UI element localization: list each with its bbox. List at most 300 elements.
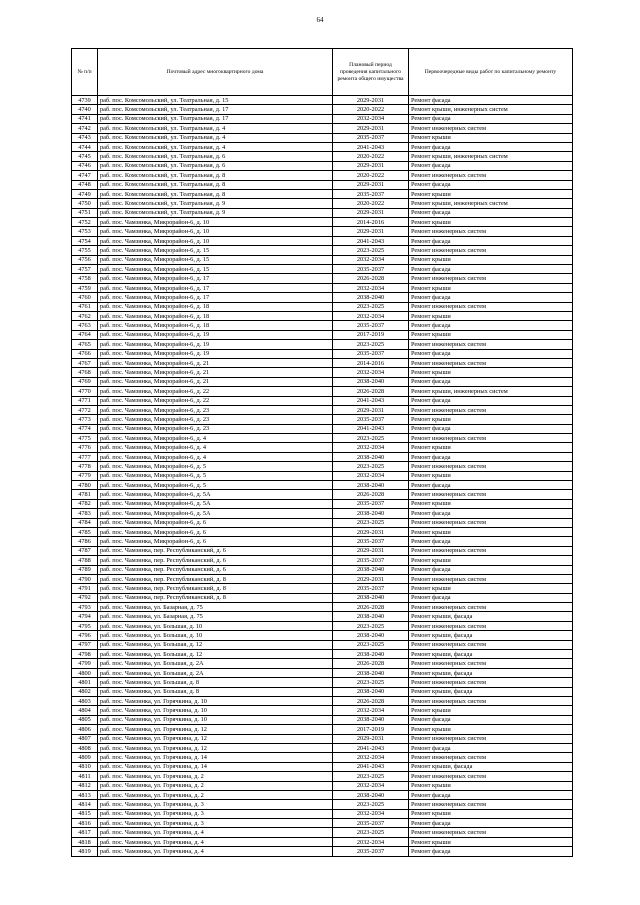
table-row <box>72 152 573 161</box>
address-cell: раб. пос. Чамзинка, Микрорайон-6, д. 6 <box>98 527 333 536</box>
row-number: 4807 <box>72 734 98 743</box>
address-cell: раб. пос. Чамзинка, Микрорайон-6, д. 4 <box>98 452 333 461</box>
table-row <box>72 274 573 283</box>
address-cell: раб. пос. Чамзинка, пер. Республиканский, д. 8 <box>98 584 333 593</box>
period-cell: 2032-2034 <box>333 753 409 762</box>
period-cell: 2035-2037 <box>333 819 409 828</box>
works-cell: Ремонт инженерных систем <box>409 574 573 583</box>
works-cell: Ремонт фасада <box>409 847 573 856</box>
column-header-works: Первоочередные виды работ по капитальному ремонту <box>409 49 573 96</box>
works-cell: Ремонт крыши <box>409 443 573 452</box>
row-number: 4810 <box>72 762 98 771</box>
table-row <box>72 527 573 536</box>
works-cell: Ремонт крыши, фасада <box>409 687 573 696</box>
works-cell: Ремонт фасада <box>409 509 573 518</box>
address-cell: раб. пос. Чамзинка, ул. Горячкина, д. 10 <box>98 697 333 706</box>
works-cell: Ремонт инженерных систем <box>409 462 573 471</box>
address-cell: раб. пос. Чамзинка, Микрорайон-6, д. 6 <box>98 518 333 527</box>
column-header-number: № п/п <box>72 49 98 96</box>
period-cell: 2041-2043 <box>333 396 409 405</box>
period-cell: 2038-2040 <box>333 481 409 490</box>
address-cell: раб. пос. Чамзинка, ул. Большая, д. 10 <box>98 621 333 630</box>
address-cell: раб. пос. Комсомольский, ул. Театральная, д. 6 <box>98 152 333 161</box>
row-number: 4801 <box>72 678 98 687</box>
address-cell: раб. пос. Чамзинка, Микрорайон-6, д. 15 <box>98 246 333 255</box>
address-cell: раб. пос. Чамзинка, Микрорайон-6, д. 22 <box>98 387 333 396</box>
row-number: 4754 <box>72 236 98 245</box>
address-cell: раб. пос. Чамзинка, ул. Базарная, д. 75 <box>98 612 333 621</box>
address-cell: раб. пос. Чамзинка, ул. Горячкина, д. 4 <box>98 847 333 856</box>
works-cell: Ремонт фасада <box>409 142 573 151</box>
address-cell: раб. пос. Чамзинка, Микрорайон-6, д. 10 <box>98 218 333 227</box>
address-cell: раб. пос. Чамзинка, ул. Большая, д. 8 <box>98 678 333 687</box>
table-row <box>72 772 573 781</box>
works-cell: Ремонт крыши <box>409 330 573 339</box>
row-number: 4808 <box>72 743 98 752</box>
address-cell: раб. пос. Чамзинка, ул. Горячкина, д. 12 <box>98 734 333 743</box>
row-number: 4786 <box>72 537 98 546</box>
table-row <box>72 368 573 377</box>
table-row <box>72 349 573 358</box>
row-number: 4768 <box>72 368 98 377</box>
table-row <box>72 180 573 189</box>
address-cell: раб. пос. Чамзинка, Микрорайон-6, д. 17 <box>98 283 333 292</box>
period-cell: 2035-2037 <box>333 847 409 856</box>
address-cell: раб. пос. Чамзинка, ул. Большая, д. 10 <box>98 631 333 640</box>
row-number: 4803 <box>72 697 98 706</box>
table-row <box>72 725 573 734</box>
works-cell: Ремонт фасада <box>409 114 573 123</box>
row-number: 4752 <box>72 218 98 227</box>
row-number: 4740 <box>72 105 98 114</box>
works-cell: Ремонт фасада <box>409 349 573 358</box>
works-cell: Ремонт фасада <box>409 396 573 405</box>
address-cell: раб. пос. Чамзинка, ул. Горячкина, д. 10 <box>98 715 333 724</box>
table-row <box>72 443 573 452</box>
row-number: 4775 <box>72 434 98 443</box>
works-cell: Ремонт фасада <box>409 161 573 170</box>
period-cell: 2035-2037 <box>333 321 409 330</box>
row-number: 4790 <box>72 574 98 583</box>
row-number: 4794 <box>72 612 98 621</box>
table-row <box>72 687 573 696</box>
period-cell: 2017-2019 <box>333 330 409 339</box>
period-cell: 2029-2031 <box>333 180 409 189</box>
row-number: 4770 <box>72 387 98 396</box>
row-number: 4814 <box>72 800 98 809</box>
row-number: 4774 <box>72 424 98 433</box>
table-row <box>72 668 573 677</box>
address-cell: раб. пос. Чамзинка, ул. Горячкина, д. 14 <box>98 753 333 762</box>
address-cell: раб. пос. Комсомольский, ул. Театральная, д. 4 <box>98 124 333 133</box>
period-cell: 2014-2016 <box>333 218 409 227</box>
period-cell: 2023-2025 <box>333 828 409 837</box>
table-row <box>72 743 573 752</box>
works-cell: Ремонт инженерных систем <box>409 800 573 809</box>
table-row <box>72 405 573 414</box>
table-row <box>72 819 573 828</box>
row-number: 4809 <box>72 753 98 762</box>
address-cell: раб. пос. Чамзинка, Микрорайон-6, д. 15 <box>98 265 333 274</box>
table-row <box>72 114 573 123</box>
row-number: 4805 <box>72 715 98 724</box>
table-row <box>72 283 573 292</box>
row-number: 4782 <box>72 499 98 508</box>
works-cell: Ремонт фасада <box>409 593 573 602</box>
row-number: 4763 <box>72 321 98 330</box>
row-number: 4816 <box>72 819 98 828</box>
period-cell: 2038-2040 <box>333 650 409 659</box>
table-row <box>72 584 573 593</box>
period-cell: 2032-2034 <box>333 311 409 320</box>
period-cell: 2041-2043 <box>333 424 409 433</box>
table-row <box>72 593 573 602</box>
table-row <box>72 96 573 105</box>
table-row <box>72 142 573 151</box>
table-row <box>72 171 573 180</box>
period-cell: 2038-2040 <box>333 509 409 518</box>
row-number: 4764 <box>72 330 98 339</box>
row-number: 4796 <box>72 631 98 640</box>
row-number: 4773 <box>72 415 98 424</box>
period-cell: 2038-2040 <box>333 668 409 677</box>
period-cell: 2023-2025 <box>333 518 409 527</box>
period-cell: 2035-2037 <box>333 556 409 565</box>
works-cell: Ремонт крыши <box>409 527 573 536</box>
period-cell: 2023-2025 <box>333 772 409 781</box>
table-row <box>72 415 573 424</box>
address-cell: раб. пос. Чамзинка, Микрорайон-6, д. 21 <box>98 377 333 386</box>
table-row <box>72 790 573 799</box>
address-cell: раб. пос. Чамзинка, Микрорайон-6, д. 4 <box>98 434 333 443</box>
address-cell: раб. пос. Чамзинка, Микрорайон-6, д. 6 <box>98 537 333 546</box>
works-cell: Ремонт инженерных систем <box>409 603 573 612</box>
address-cell: раб. пос. Чамзинка, Микрорайон-6, д. 21 <box>98 358 333 367</box>
period-cell: 2020-2022 <box>333 171 409 180</box>
address-cell: раб. пос. Чамзинка, Микрорайон-6, д. 19 <box>98 340 333 349</box>
address-cell: раб. пос. Чамзинка, Микрорайон-6, д. 5 <box>98 471 333 480</box>
works-cell: Ремонт крыши, инженерных систем <box>409 152 573 161</box>
row-number: 4758 <box>72 274 98 283</box>
table-row <box>72 678 573 687</box>
works-cell: Ремонт крыши, фасада <box>409 631 573 640</box>
works-cell: Ремонт крыши <box>409 556 573 565</box>
table-row <box>72 133 573 142</box>
period-cell: 2026-2028 <box>333 274 409 283</box>
address-cell: раб. пос. Комсомольский, ул. Театральная, д. 9 <box>98 208 333 217</box>
row-number: 4812 <box>72 781 98 790</box>
address-cell: раб. пос. Комсомольский, ул. Театральная, д. 8 <box>98 180 333 189</box>
period-cell: 2035-2037 <box>333 415 409 424</box>
period-cell: 2023-2025 <box>333 678 409 687</box>
table-row <box>72 518 573 527</box>
works-cell: Ремонт инженерных систем <box>409 734 573 743</box>
table-row <box>72 396 573 405</box>
table-row <box>72 424 573 433</box>
address-cell: раб. пос. Чамзинка, ул. Горячкина, д. 3 <box>98 800 333 809</box>
period-cell: 2029-2031 <box>333 734 409 743</box>
row-number: 4779 <box>72 471 98 480</box>
table-row <box>72 762 573 771</box>
row-number: 4761 <box>72 302 98 311</box>
period-cell: 2032-2034 <box>333 837 409 846</box>
address-cell: раб. пос. Чамзинка, Микрорайон-6, д. 5А <box>98 499 333 508</box>
period-cell: 2026-2028 <box>333 603 409 612</box>
table-row <box>72 189 573 198</box>
address-cell: раб. пос. Чамзинка, Микрорайон-6, д. 23 <box>98 415 333 424</box>
row-number: 4802 <box>72 687 98 696</box>
period-cell: 2026-2028 <box>333 387 409 396</box>
period-cell: 2038-2040 <box>333 452 409 461</box>
row-number: 4747 <box>72 171 98 180</box>
works-cell: Ремонт фасада <box>409 715 573 724</box>
row-number: 4784 <box>72 518 98 527</box>
table-row <box>72 311 573 320</box>
address-cell: раб. пос. Чамзинка, ул. Большая, д. 2А <box>98 659 333 668</box>
address-cell: раб. пос. Чамзинка, ул. Горячкина, д. 2 <box>98 781 333 790</box>
works-cell: Ремонт фасада <box>409 565 573 574</box>
address-cell: раб. пос. Комсомольский, ул. Театральная, д. 15 <box>98 96 333 105</box>
table-row <box>72 612 573 621</box>
address-cell: раб. пос. Чамзинка, Микрорайон-6, д. 19 <box>98 349 333 358</box>
address-cell: раб. пос. Комсомольский, ул. Театральная, д. 9 <box>98 199 333 208</box>
works-cell: Ремонт инженерных систем <box>409 772 573 781</box>
row-number: 4818 <box>72 837 98 846</box>
works-cell: Ремонт инженерных систем <box>409 302 573 311</box>
period-cell: 2035-2037 <box>333 537 409 546</box>
table-row <box>72 462 573 471</box>
works-cell: Ремонт крыши <box>409 725 573 734</box>
table-row <box>72 218 573 227</box>
row-number: 4746 <box>72 161 98 170</box>
table-header-row <box>72 49 573 96</box>
address-cell: раб. пос. Чамзинка, ул. Горячкина, д. 10 <box>98 706 333 715</box>
works-cell: Ремонт инженерных систем <box>409 434 573 443</box>
period-cell: 2035-2037 <box>333 265 409 274</box>
period-cell: 2041-2043 <box>333 236 409 245</box>
works-cell: Ремонт крыши <box>409 368 573 377</box>
table-row <box>72 490 573 499</box>
table-row <box>72 631 573 640</box>
period-cell: 2032-2034 <box>333 781 409 790</box>
address-cell: раб. пос. Чамзинка, пер. Республиканский, д. 8 <box>98 593 333 602</box>
works-cell: Ремонт инженерных систем <box>409 227 573 236</box>
period-cell: 2029-2031 <box>333 208 409 217</box>
works-cell: Ремонт фасада <box>409 293 573 302</box>
address-cell: раб. пос. Чамзинка, ул. Горячкина, д. 4 <box>98 837 333 846</box>
works-cell: Ремонт крыши <box>409 189 573 198</box>
table-row <box>72 574 573 583</box>
row-number: 4749 <box>72 189 98 198</box>
works-cell: Ремонт инженерных систем <box>409 246 573 255</box>
works-cell: Ремонт фасада <box>409 743 573 752</box>
period-cell: 2038-2040 <box>333 293 409 302</box>
row-number: 4788 <box>72 556 98 565</box>
repair-schedule-table <box>71 48 573 857</box>
period-cell: 2029-2031 <box>333 405 409 414</box>
address-cell: раб. пос. Чамзинка, ул. Горячкина, д. 14 <box>98 762 333 771</box>
row-number: 4760 <box>72 293 98 302</box>
works-cell: Ремонт крыши <box>409 499 573 508</box>
period-cell: 2029-2031 <box>333 574 409 583</box>
row-number: 4780 <box>72 481 98 490</box>
column-header-period: Плановый период проведения капитального ремонта общего имущества <box>333 49 409 96</box>
row-number: 4804 <box>72 706 98 715</box>
row-number: 4757 <box>72 265 98 274</box>
row-number: 4783 <box>72 509 98 518</box>
table-row <box>72 537 573 546</box>
table-row <box>72 847 573 856</box>
address-cell: раб. пос. Комсомольский, ул. Театральная, д. 17 <box>98 114 333 123</box>
works-cell: Ремонт крыши, фасада <box>409 612 573 621</box>
row-number: 4765 <box>72 340 98 349</box>
address-cell: раб. пос. Чамзинка, Микрорайон-6, д. 22 <box>98 396 333 405</box>
address-cell: раб. пос. Чамзинка, ул. Большая, д. 12 <box>98 650 333 659</box>
works-cell: Ремонт фасада <box>409 452 573 461</box>
period-cell: 2035-2037 <box>333 189 409 198</box>
address-cell: раб. пос. Чамзинка, пер. Республиканский, д. 6 <box>98 556 333 565</box>
table-row <box>72 387 573 396</box>
period-cell: 2029-2031 <box>333 546 409 555</box>
table-row <box>72 603 573 612</box>
table-row <box>72 546 573 555</box>
period-cell: 2029-2031 <box>333 124 409 133</box>
works-cell: Ремонт инженерных систем <box>409 546 573 555</box>
works-cell: Ремонт крыши <box>409 415 573 424</box>
works-cell: Ремонт фасада <box>409 180 573 189</box>
address-cell: раб. пос. Чамзинка, Микрорайон-6, д. 10 <box>98 227 333 236</box>
period-cell: 2035-2037 <box>333 133 409 142</box>
works-cell: Ремонт инженерных систем <box>409 171 573 180</box>
table-row <box>72 452 573 461</box>
table-row <box>72 161 573 170</box>
works-cell: Ремонт крыши, инженерных систем <box>409 105 573 114</box>
works-cell: Ремонт инженерных систем <box>409 640 573 649</box>
period-cell: 2032-2034 <box>333 368 409 377</box>
period-cell: 2029-2031 <box>333 96 409 105</box>
table-row <box>72 781 573 790</box>
row-number: 4798 <box>72 650 98 659</box>
period-cell: 2032-2034 <box>333 471 409 480</box>
works-cell: Ремонт фасада <box>409 96 573 105</box>
address-cell: раб. пос. Чамзинка, Микрорайон-6, д. 5 <box>98 462 333 471</box>
table-row <box>72 236 573 245</box>
period-cell: 2035-2037 <box>333 499 409 508</box>
table-row <box>72 809 573 818</box>
works-cell: Ремонт крыши, инженерных систем <box>409 387 573 396</box>
period-cell: 2026-2028 <box>333 659 409 668</box>
table-row <box>72 565 573 574</box>
works-cell: Ремонт фасада <box>409 321 573 330</box>
works-cell: Ремонт фасада <box>409 236 573 245</box>
works-cell: Ремонт крыши, фасада <box>409 762 573 771</box>
address-cell: раб. пос. Чамзинка, ул. Горячкина, д. 3 <box>98 809 333 818</box>
period-cell: 2026-2028 <box>333 697 409 706</box>
period-cell: 2020-2022 <box>333 152 409 161</box>
row-number: 4778 <box>72 462 98 471</box>
works-cell: Ремонт крыши <box>409 584 573 593</box>
period-cell: 2038-2040 <box>333 593 409 602</box>
works-cell: Ремонт фасада <box>409 208 573 217</box>
table-row <box>72 246 573 255</box>
row-number: 4787 <box>72 546 98 555</box>
row-number: 4797 <box>72 640 98 649</box>
address-cell: раб. пос. Чамзинка, ул. Горячкина, д. 2 <box>98 772 333 781</box>
row-number: 4815 <box>72 809 98 818</box>
period-cell: 2023-2025 <box>333 246 409 255</box>
table-body <box>72 96 573 857</box>
row-number: 4769 <box>72 377 98 386</box>
table-row <box>72 330 573 339</box>
period-cell: 2032-2034 <box>333 114 409 123</box>
works-cell: Ремонт фасада <box>409 819 573 828</box>
row-number: 4785 <box>72 527 98 536</box>
works-cell: Ремонт крыши <box>409 781 573 790</box>
table-row <box>72 227 573 236</box>
works-cell: Ремонт инженерных систем <box>409 274 573 283</box>
table-row <box>72 556 573 565</box>
table-row <box>72 697 573 706</box>
table-row <box>72 837 573 846</box>
period-cell: 2023-2025 <box>333 302 409 311</box>
row-number: 4766 <box>72 349 98 358</box>
works-cell: Ремонт крыши, инженерных систем <box>409 199 573 208</box>
period-cell: 2017-2019 <box>333 725 409 734</box>
works-cell: Ремонт крыши <box>409 706 573 715</box>
works-cell: Ремонт инженерных систем <box>409 697 573 706</box>
row-number: 4792 <box>72 593 98 602</box>
row-number: 4795 <box>72 621 98 630</box>
address-cell: раб. пос. Чамзинка, ул. Горячкина, д. 2 <box>98 790 333 799</box>
address-cell: раб. пос. Чамзинка, ул. Большая, д. 12 <box>98 640 333 649</box>
table-row <box>72 715 573 724</box>
table-row <box>72 753 573 762</box>
table-row <box>72 800 573 809</box>
address-cell: раб. пос. Комсомольский, ул. Театральная, д. 6 <box>98 161 333 170</box>
row-number: 4799 <box>72 659 98 668</box>
table-row <box>72 105 573 114</box>
address-cell: раб. пос. Чамзинка, Микрорайон-6, д. 23 <box>98 405 333 414</box>
row-number: 4817 <box>72 828 98 837</box>
address-cell: раб. пос. Чамзинка, Микрорайон-6, д. 15 <box>98 255 333 264</box>
address-cell: раб. пос. Комсомольский, ул. Театральная, д. 4 <box>98 133 333 142</box>
works-cell: Ремонт крыши <box>409 283 573 292</box>
address-cell: раб. пос. Чамзинка, ул. Горячкина, д. 4 <box>98 828 333 837</box>
works-cell: Ремонт инженерных систем <box>409 828 573 837</box>
row-number: 4789 <box>72 565 98 574</box>
period-cell: 2023-2025 <box>333 800 409 809</box>
address-cell: раб. пос. Чамзинка, Микрорайон-6, д. 19 <box>98 330 333 339</box>
period-cell: 2038-2040 <box>333 790 409 799</box>
address-cell: раб. пос. Чамзинка, Микрорайон-6, д. 10 <box>98 236 333 245</box>
works-cell: Ремонт фасада <box>409 537 573 546</box>
period-cell: 2035-2037 <box>333 349 409 358</box>
row-number: 4781 <box>72 490 98 499</box>
period-cell: 2023-2025 <box>333 462 409 471</box>
address-cell: раб. пос. Чамзинка, ул. Большая, д. 2А <box>98 668 333 677</box>
works-cell: Ремонт инженерных систем <box>409 358 573 367</box>
address-cell: раб. пос. Чамзинка, Микрорайон-6, д. 21 <box>98 368 333 377</box>
address-cell: раб. пос. Чамзинка, пер. Республиканский, д. 8 <box>98 574 333 583</box>
works-cell: Ремонт крыши, фасада <box>409 668 573 677</box>
row-number: 4806 <box>72 725 98 734</box>
works-cell: Ремонт инженерных систем <box>409 490 573 499</box>
period-cell: 2023-2025 <box>333 340 409 349</box>
period-cell: 2032-2034 <box>333 809 409 818</box>
table-row <box>72 734 573 743</box>
period-cell: 2032-2034 <box>333 283 409 292</box>
works-cell: Ремонт инженерных систем <box>409 340 573 349</box>
